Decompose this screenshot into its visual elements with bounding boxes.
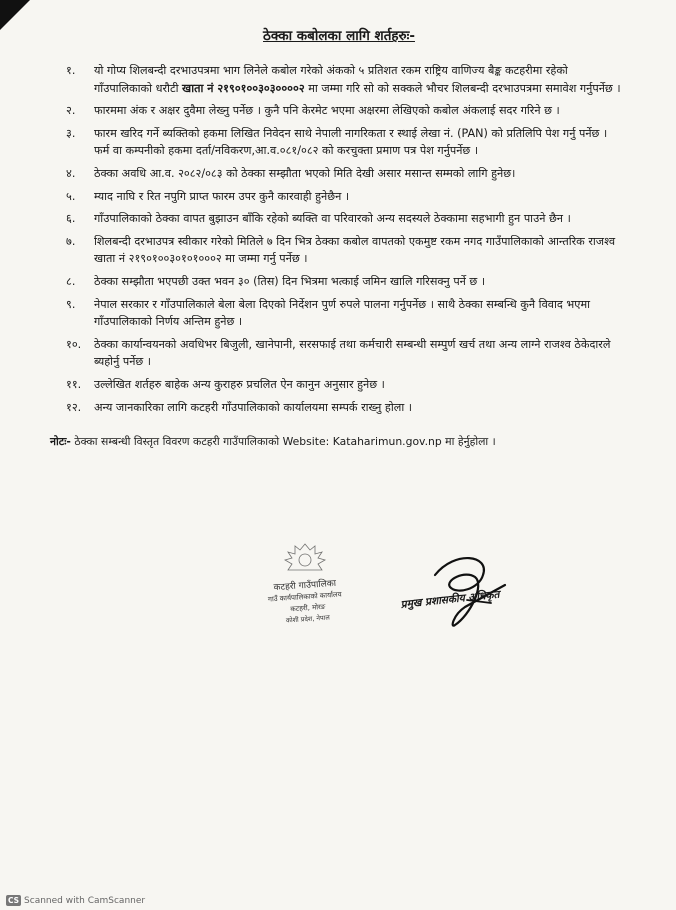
condition-text bbox=[94, 233, 622, 268]
note-text: ठेक्का सम्बन्धी विस्तृत विवरण कटहरी गाउँपालिकाको Website: Kataharimun.gov.np मा हेर्नुहोला । bbox=[70, 435, 496, 449]
condition-number: १०. bbox=[66, 337, 82, 351]
condition-text bbox=[94, 336, 622, 371]
condition-number: ६. bbox=[66, 212, 76, 226]
condition-number: ८. bbox=[66, 274, 76, 288]
condition-text-part: ठेक्का अवधि आ.व. २०८२/०८३ को ठेक्का सम्झौता भएको मिति देखी असार मसान्त सम्मको लागि हुनेछ। bbox=[94, 166, 516, 180]
condition-item bbox=[56, 376, 622, 394]
condition-text-part: ठेक्का सम्झौता भएपछी उक्त भवन ३० (तिस) दिन भित्रमा भत्काई जमिन खालि गरिसक्नु पर्ने छ । bbox=[94, 274, 486, 288]
condition-number: १. bbox=[66, 64, 76, 77]
condition-text bbox=[94, 399, 622, 417]
office-seal-stamp bbox=[250, 536, 360, 636]
page-title: ठेक्का कबोलका लागि शर्तहरुः- bbox=[263, 28, 415, 44]
condition-item bbox=[56, 188, 622, 206]
condition-item bbox=[56, 399, 622, 417]
condition-text bbox=[94, 210, 622, 228]
condition-text bbox=[94, 102, 622, 120]
condition-item bbox=[56, 336, 622, 371]
seal-line-3: कटहरी, मोरङ bbox=[290, 602, 326, 614]
condition-text bbox=[94, 296, 622, 331]
condition-number: ७. bbox=[66, 234, 76, 248]
condition-item bbox=[56, 62, 622, 97]
condition-text bbox=[94, 125, 622, 160]
condition-number: ५. bbox=[66, 189, 76, 203]
condition-number: ४. bbox=[66, 166, 76, 180]
corner-fold-mark bbox=[0, 0, 30, 30]
condition-number: ३. bbox=[66, 126, 76, 140]
condition-item bbox=[56, 233, 622, 268]
condition-item bbox=[56, 102, 622, 120]
condition-text-part: नेपाल सरकार र गाँउपालिकाले बेला बेला दिएको निर्देशन पुर्ण रुपले पालना गर्नुपर्नेछ । साथै ठेक्का सम्बन्धि कुनै विवाद भएमा गाँउपालिकाको निर्णय अन्तिम हुनेछ । bbox=[94, 297, 591, 329]
account-number: खाता नं २१९०१००३०३००००२ bbox=[182, 81, 305, 95]
condition-number: ९. bbox=[66, 297, 76, 311]
condition-text-part: शिलबन्दी दरभाउपत्र स्वीकार गरेको मितिले ७ दिन भित्र ठेक्का कबोल वापतको एकमुष्ट रकम नगद गाउँपालिकाको आन्तरिक राजश्व खाता नं २१९०१००३०१०१०००२ मा जम्मा गर्नु पर्नेछ । bbox=[94, 234, 616, 266]
condition-text-part: अन्य जानकारिका लागि कटहरी गाँउपालिकाको कार्यालयमा सम्पर्क राख्नु होला । bbox=[94, 400, 413, 414]
condition-item bbox=[56, 125, 622, 160]
condition-text-part: ठेक्का कार्यान्वयनको अवधिभर बिजुली, खानेपानी, सरसफाई तथा कर्मचारी सम्बन्धी सम्पुर्ण खर्च तथा अन्य लाग्ने राजश्व ठेकेदारले ब्यहोर्नु पर्नेछ । bbox=[94, 337, 611, 369]
note-line bbox=[50, 434, 622, 449]
condition-text-part: यो गोप्य शिलबन्दी दरभाउपत्रमा भाग लिनेले कबोल गरेको अंकको ५ प्रतिशत रकम राष्ट्रिय वाणिज्य बैङ्क कटहरीमा रहेको गाँउपालिकाको धरौटी bbox=[94, 64, 568, 95]
seal-line-2: गाउँ कार्यपालिकाको कार्यालय bbox=[267, 590, 342, 604]
condition-item bbox=[56, 165, 622, 183]
condition-text-part: उल्लेखित शर्तहरु बाहेक अन्य कुराहरु प्रचलित ऐन कानुन अनुसार हुनेछ । bbox=[94, 377, 385, 391]
signatory-title: प्रमुख प्रशासकीय अधिकृत bbox=[400, 588, 501, 611]
condition-number: १२. bbox=[66, 400, 82, 414]
scanner-text: Scanned with CamScanner bbox=[24, 895, 146, 906]
condition-text-part: फारममा अंक र अक्षर दुवैमा लेख्नु पर्नेछ । कुनै पनि केरमेट भएमा अक्षरमा लेखिएको कबोल अंकलाई सदर गरिने छ । bbox=[94, 104, 560, 118]
seal-line-1: कटहरी गाउँपालिका bbox=[273, 578, 337, 594]
condition-text-part: म्याद नाघि र रित नपुगि प्राप्त फारम उपर कुनै कारवाही हुनेछैन । bbox=[94, 189, 350, 203]
conditions-list bbox=[56, 62, 622, 416]
condition-number: २. bbox=[66, 104, 76, 118]
scanner-watermark bbox=[6, 895, 145, 906]
camscanner-icon: CS bbox=[8, 896, 20, 905]
condition-text-part: फारम खरिद गर्ने ब्यक्तिको हकमा लिखित निवेदन साथे नेपाली नागरिकता र स्थाई लेखा नं. (PAN) को प्रतिलिपि पेश गर्नु पर्नेछ । फर्म वा कम्पनीको हकमा दर्ता/नविकरण,आ.व.०८१/०८२ को करचुक्ता प्रमाण पत्र पेश गर्नुपर्नेछ । bbox=[94, 126, 608, 158]
condition-text-part: मा जम्मा गरि सो को सक्कले भौचर शिलबन्दी दरभाउपत्रमा समावेश गर्नुपर्नेछ । bbox=[304, 81, 621, 95]
condition-number: ११. bbox=[66, 377, 82, 391]
condition-item bbox=[56, 296, 622, 331]
seal-line-4: कोशी प्रदेश, नेपाल bbox=[285, 613, 331, 625]
condition-text bbox=[94, 165, 622, 183]
condition-text bbox=[94, 376, 622, 394]
condition-item bbox=[56, 210, 622, 228]
document-body bbox=[50, 20, 622, 449]
condition-text bbox=[94, 62, 622, 97]
note-label: नोटः- bbox=[50, 435, 71, 449]
condition-text bbox=[94, 188, 622, 206]
condition-text bbox=[94, 273, 622, 291]
condition-text-part: गाँउपालिकाको ठेक्का वापत बुझाउन बाँकि रहेको ब्यक्ति वा परिवारको अन्य सदस्यले ठेक्कामा सहभागी हुन पाउने छैन । bbox=[94, 212, 571, 226]
condition-item bbox=[56, 273, 622, 291]
